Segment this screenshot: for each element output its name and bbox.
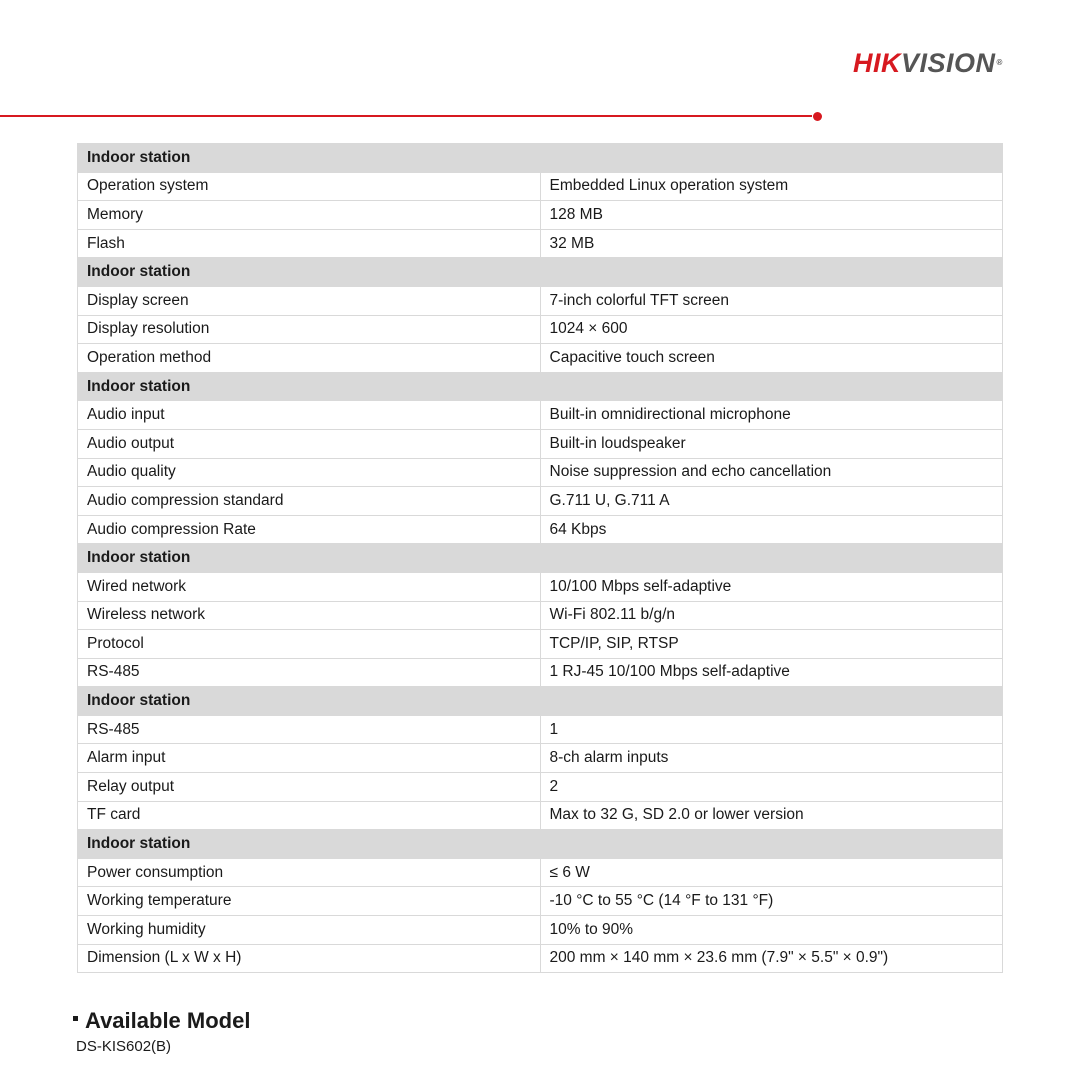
spec-value: TCP/IP, SIP, RTSP (540, 630, 1003, 659)
model-number: DS-KIS602(B) (76, 1038, 172, 1055)
spec-key: Working temperature (78, 887, 541, 916)
table-row (78, 630, 1003, 659)
section-header-row (78, 830, 1003, 859)
spec-value: ≤ 6 W (540, 858, 1003, 887)
bullet-icon (73, 1016, 78, 1021)
spec-key: Audio input (78, 401, 541, 430)
spec-value: 10% to 90% (540, 916, 1003, 945)
table-row (78, 744, 1003, 773)
table-row (78, 887, 1003, 916)
header-divider-line (0, 115, 812, 117)
table-row (78, 515, 1003, 544)
spec-key: Operation system (78, 172, 541, 201)
spec-value: 128 MB (540, 201, 1003, 230)
section-title: Indoor station (78, 258, 1003, 287)
table-row (78, 572, 1003, 601)
table-row (78, 858, 1003, 887)
specification-table (77, 143, 1003, 973)
spec-key: TF card (78, 801, 541, 830)
spec-key: Power consumption (78, 858, 541, 887)
spec-value: 64 Kbps (540, 515, 1003, 544)
spec-value: 200 mm × 140 mm × 23.6 mm (7.9" × 5.5" × 0.9") (540, 944, 1003, 973)
spec-key: Display resolution (78, 315, 541, 344)
spec-key: Working humidity (78, 916, 541, 945)
table-row (78, 429, 1003, 458)
section-header-row (78, 372, 1003, 401)
table-row (78, 401, 1003, 430)
spec-value: 8-ch alarm inputs (540, 744, 1003, 773)
available-model-heading (73, 1008, 250, 1034)
specification-table-body (78, 144, 1003, 973)
spec-key: Audio quality (78, 458, 541, 487)
spec-value: 32 MB (540, 229, 1003, 258)
table-row (78, 172, 1003, 201)
logo-part-hik: HIK (853, 48, 901, 78)
table-row (78, 344, 1003, 373)
spec-value: Wi-Fi 802.11 b/g/n (540, 601, 1003, 630)
spec-value: Embedded Linux operation system (540, 172, 1003, 201)
spec-value: Max to 32 G, SD 2.0 or lower version (540, 801, 1003, 830)
table-row (78, 715, 1003, 744)
hikvision-logo (853, 46, 1003, 80)
section-title: Indoor station (78, 687, 1003, 716)
spec-key: Dimension (L x W x H) (78, 944, 541, 973)
spec-value: 1024 × 600 (540, 315, 1003, 344)
spec-key: Audio compression Rate (78, 515, 541, 544)
spec-key: Alarm input (78, 744, 541, 773)
spec-key: Flash (78, 229, 541, 258)
table-row (78, 458, 1003, 487)
spec-key: Wired network (78, 572, 541, 601)
spec-key: RS-485 (78, 658, 541, 687)
available-model-title: Available Model (85, 1008, 251, 1033)
table-row (78, 487, 1003, 516)
section-title: Indoor station (78, 830, 1003, 859)
table-row (78, 916, 1003, 945)
spec-value: 1 (540, 715, 1003, 744)
logo-part-vision: VISION (901, 48, 996, 78)
spec-value: 1 RJ-45 10/100 Mbps self-adaptive (540, 658, 1003, 687)
table-row (78, 229, 1003, 258)
spec-value: Noise suppression and echo cancellation (540, 458, 1003, 487)
spec-key: Wireless network (78, 601, 541, 630)
table-row (78, 201, 1003, 230)
table-row (78, 286, 1003, 315)
spec-value: 10/100 Mbps self-adaptive (540, 572, 1003, 601)
spec-value: G.711 U, G.711 A (540, 487, 1003, 516)
section-header-row (78, 258, 1003, 287)
spec-value: 7-inch colorful TFT screen (540, 286, 1003, 315)
header-divider-dot (813, 112, 822, 121)
table-row (78, 315, 1003, 344)
spec-value: Built-in loudspeaker (540, 429, 1003, 458)
table-row (78, 773, 1003, 802)
section-title: Indoor station (78, 372, 1003, 401)
table-row (78, 801, 1003, 830)
section-header-row (78, 544, 1003, 573)
spec-value: Built-in omnidirectional microphone (540, 401, 1003, 430)
spec-key: Display screen (78, 286, 541, 315)
spec-key: RS-485 (78, 715, 541, 744)
section-title: Indoor station (78, 544, 1003, 573)
spec-key: Audio compression standard (78, 487, 541, 516)
section-header-row (78, 687, 1003, 716)
spec-key: Audio output (78, 429, 541, 458)
spec-key: Operation method (78, 344, 541, 373)
section-title: Indoor station (78, 144, 1003, 173)
table-row (78, 658, 1003, 687)
spec-key: Relay output (78, 773, 541, 802)
spec-value: 2 (540, 773, 1003, 802)
spec-key: Protocol (78, 630, 541, 659)
spec-value: -10 °C to 55 °C (14 °F to 131 °F) (540, 887, 1003, 916)
spec-value: Capacitive touch screen (540, 344, 1003, 373)
logo-registered-mark: ® (996, 58, 1003, 67)
table-row (78, 944, 1003, 973)
spec-key: Memory (78, 201, 541, 230)
table-row (78, 601, 1003, 630)
section-header-row (78, 144, 1003, 173)
